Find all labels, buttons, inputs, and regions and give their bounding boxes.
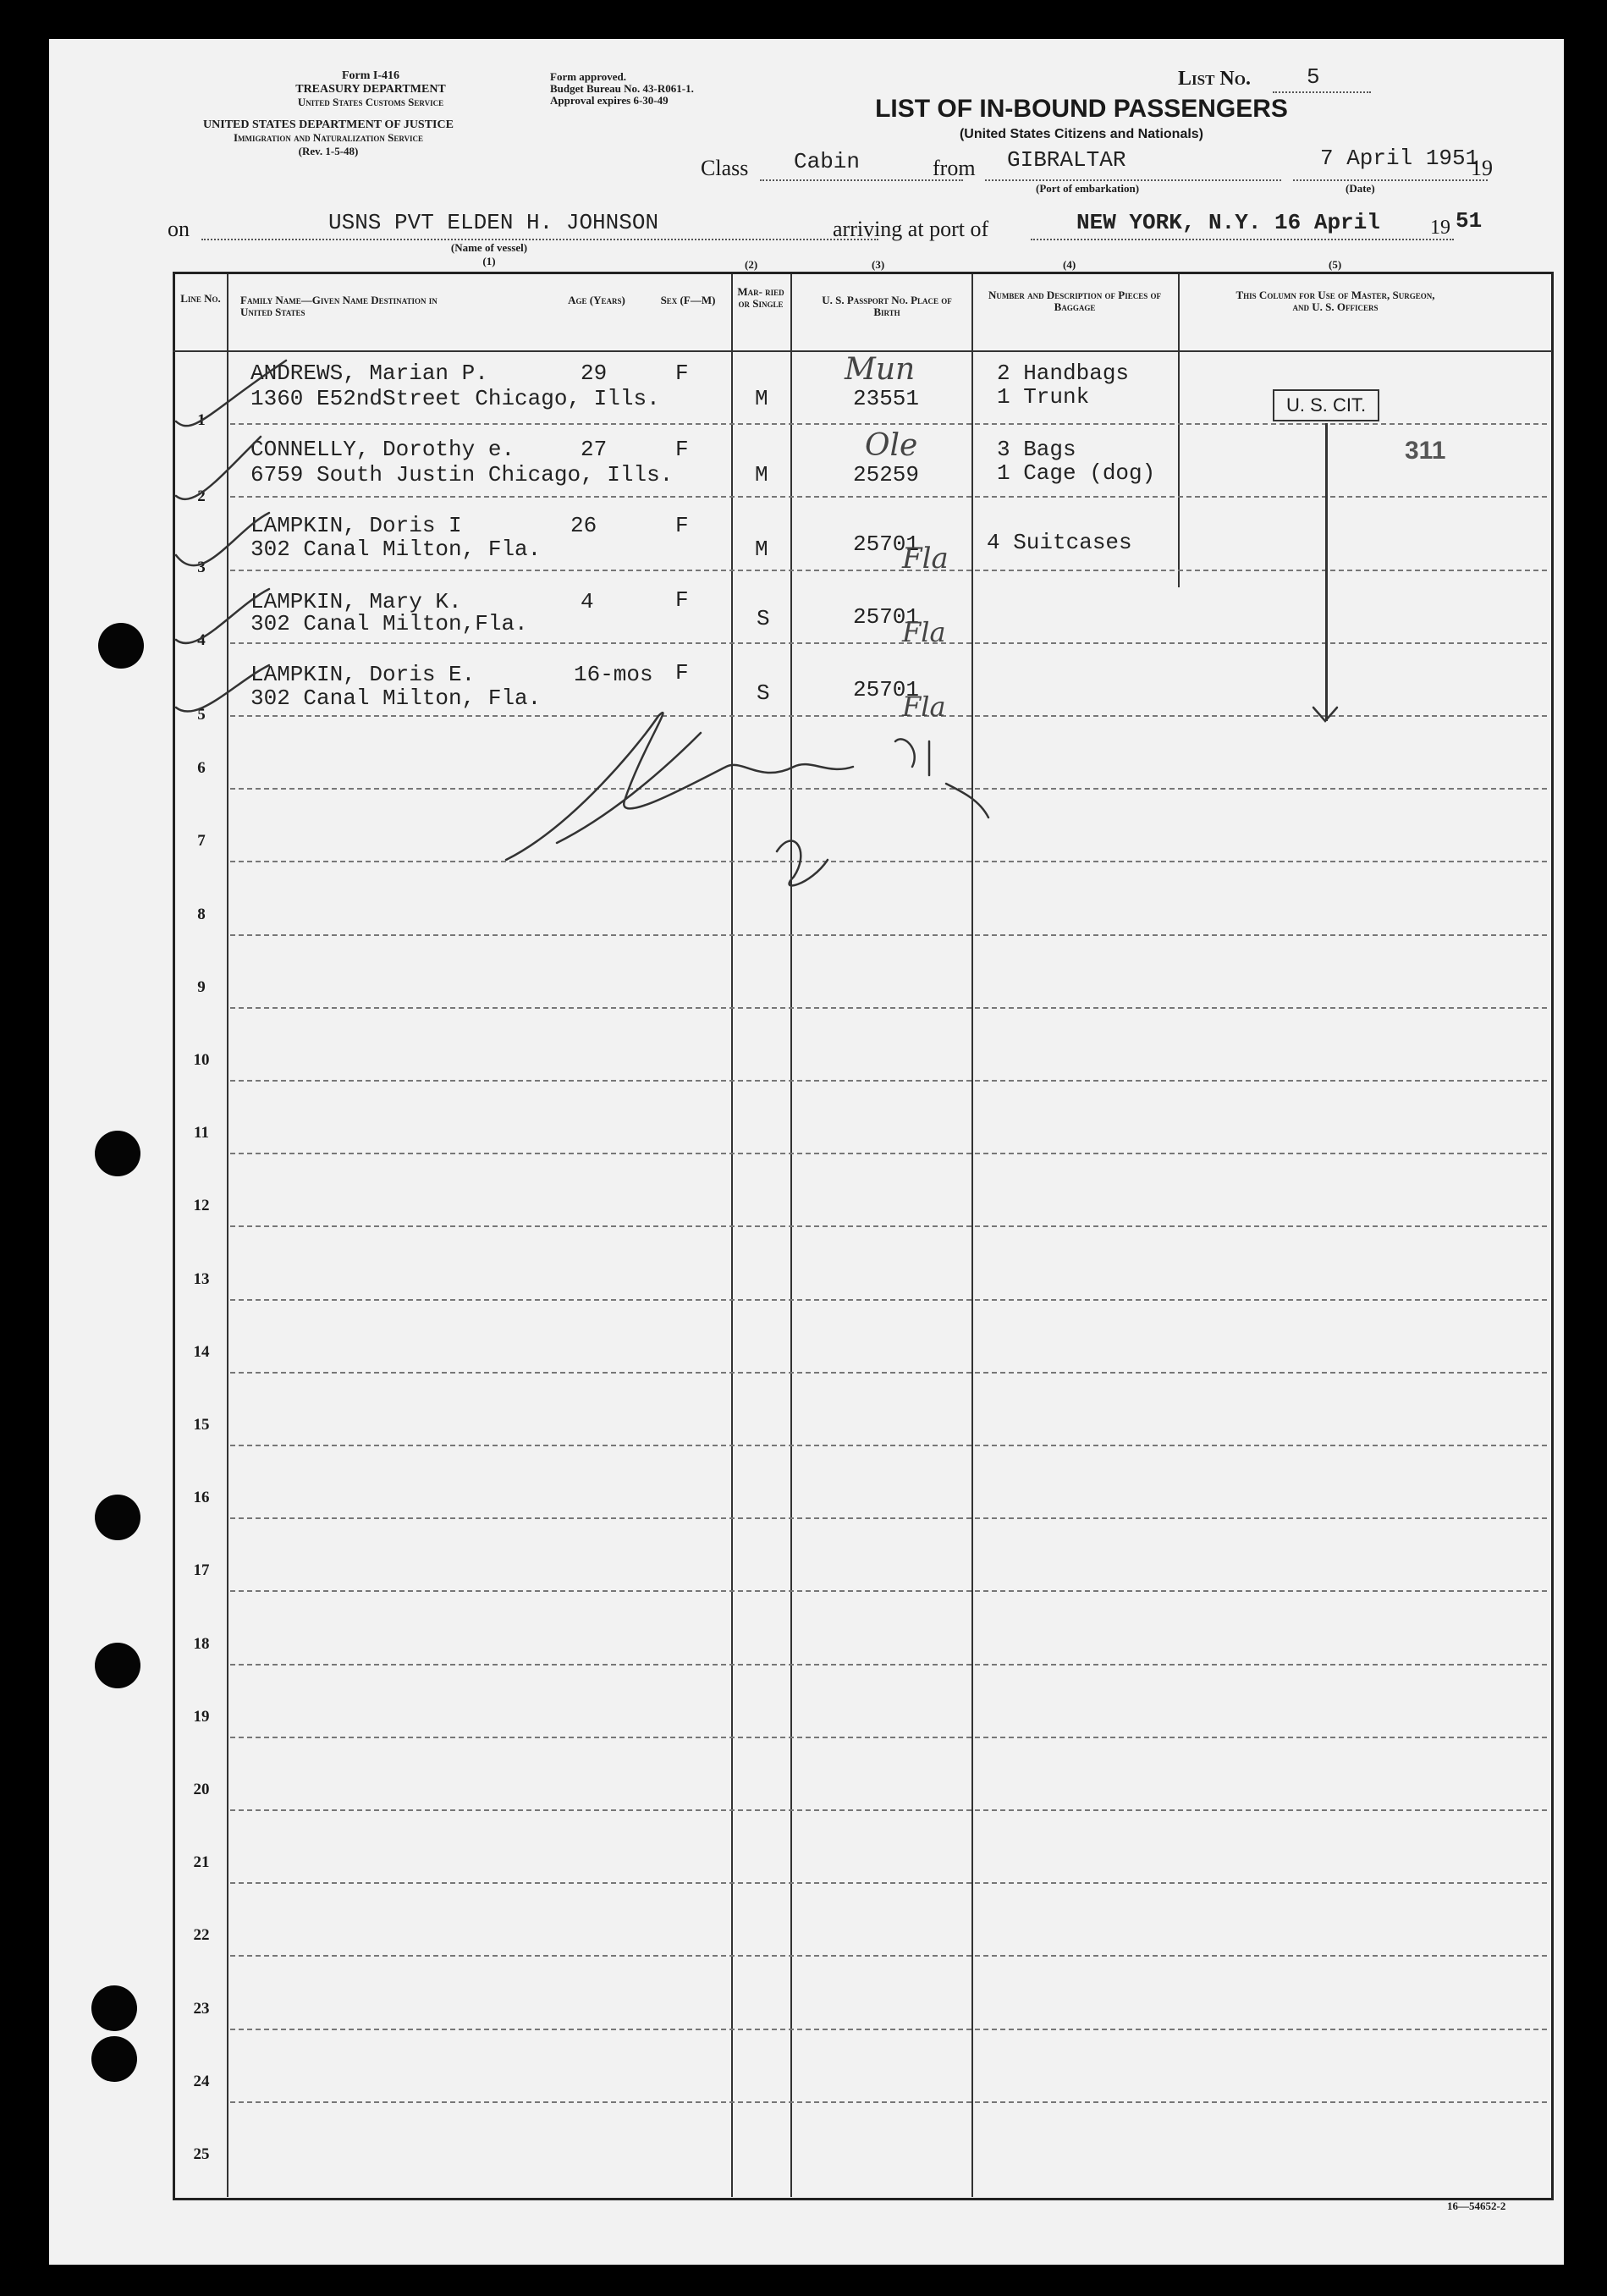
line-number: 16: [193, 1489, 210, 1507]
row-divider: [230, 1955, 1547, 1957]
row-divider: [230, 1372, 1547, 1374]
birthplace-handwritten: Fla: [902, 691, 946, 723]
baggage-line-1: 3 Bags: [997, 437, 1076, 462]
passenger-age: 4: [581, 589, 594, 614]
check-mark: [176, 361, 286, 426]
manifest-page: [49, 39, 1564, 2265]
class-value: Cabin: [794, 149, 861, 174]
form-approved: Form approved.: [550, 70, 627, 83]
line-number: 24: [193, 2072, 210, 2090]
punch-hole: [95, 1495, 140, 1540]
header-age: Age (Years): [568, 294, 625, 306]
header-name: Family Name—Given Name Destination in United States: [240, 294, 438, 318]
revision: (Rev. 1-5-48): [298, 145, 359, 157]
passenger-marital: M: [755, 537, 768, 562]
line-number: 15: [193, 1416, 210, 1434]
list-number-value: 5: [1307, 64, 1320, 90]
row-divider: [230, 1664, 1547, 1666]
passenger-name: LAMPKIN, Doris E.: [250, 662, 476, 687]
row-divider: [230, 1225, 1547, 1227]
header-line-no: Line No.: [180, 292, 221, 305]
row-divider: [230, 1737, 1547, 1738]
line-number: 23: [193, 1999, 210, 2018]
line-number: 22: [193, 1926, 210, 1945]
line-number: 12: [193, 1197, 210, 1215]
passenger-name: CONNELLY, Dorothy e.: [250, 437, 515, 462]
check-mark: [176, 665, 269, 712]
port-embarkation-value: GIBRALTAR: [1007, 147, 1126, 173]
class-label: Class: [701, 156, 749, 180]
passenger-sex: F: [675, 587, 689, 613]
column-number-4: (4): [1063, 258, 1076, 271]
punch-hole: [91, 2036, 137, 2082]
row-divider: [230, 1080, 1547, 1082]
passenger-age: 16-mos: [574, 662, 653, 687]
header-married: Mar- ried or Single: [737, 285, 784, 310]
birthplace-handwritten: Ole: [865, 428, 918, 463]
treasury-department: TREASURY DEPARTMENT: [295, 83, 446, 96]
arrival-19: 19: [1430, 217, 1450, 239]
line-number: 13: [193, 1269, 210, 1288]
form-number: Form I-416: [341, 69, 400, 82]
customs-service: United States Customs Service: [297, 96, 444, 108]
initials: [895, 739, 988, 818]
passenger-address: 302 Canal Milton,Fla.: [250, 611, 528, 636]
passenger-sex: F: [675, 660, 689, 685]
vessel-colnum: (1): [482, 255, 496, 267]
baggage-line-1: 2 Handbags: [997, 361, 1130, 386]
passenger-sex: F: [675, 513, 689, 538]
arrival-year: 51: [1456, 208, 1483, 234]
stamp-number: 311: [1405, 437, 1446, 465]
list-number-label: List No.: [1178, 68, 1251, 90]
row-divider: [230, 2029, 1547, 2030]
check-mark: [176, 437, 261, 499]
passenger-address: 302 Canal Milton, Fla.: [250, 537, 542, 562]
page-subtitle: (United States Citizens and Nationals): [959, 127, 1204, 141]
birthplace-handwritten: Fla: [902, 616, 946, 648]
line-number: 10: [193, 1051, 210, 1069]
baggage-line-1: 4 Suitcases: [987, 530, 1132, 555]
passport-number: 25701: [853, 604, 920, 630]
passenger-marital: M: [755, 462, 768, 487]
check-mark: [176, 513, 269, 565]
on-label: on: [168, 217, 190, 241]
passenger-age: 27: [581, 437, 608, 462]
bracket-arrow: [1313, 708, 1337, 721]
line-number: 9: [197, 977, 206, 996]
row-divider: [230, 1153, 1547, 1154]
row-divider: [230, 1007, 1547, 1009]
passenger-marital: S: [757, 606, 770, 631]
row-divider: [230, 1517, 1547, 1519]
header-sex: Sex (F—M): [660, 294, 716, 306]
check-mark: [176, 589, 269, 643]
line-number: 5: [197, 706, 206, 724]
column-number-2: (2): [745, 258, 758, 271]
header-baggage: Number and Description of Pieces of Baggage: [988, 289, 1161, 313]
punch-hole: [91, 1985, 137, 2031]
row-divider: [230, 1882, 1547, 1884]
line-number: 18: [193, 1634, 210, 1653]
column-number-3: (3): [872, 258, 885, 271]
line-number: 20: [193, 1781, 210, 1798]
page-title: LIST OF IN-BOUND PASSENGERS: [875, 95, 1288, 123]
line-number: 7: [197, 832, 206, 851]
passenger-address: 6759 South Justin Chicago, Ills.: [250, 462, 674, 487]
punch-hole: [95, 1131, 140, 1176]
immigration-service: Immigration and Naturalization Service: [233, 131, 424, 144]
line-number: 1: [197, 411, 206, 429]
us-citizen-stamp: U. S. CIT.: [1273, 389, 1379, 421]
passenger-sex: F: [675, 361, 689, 386]
line-number: 2: [197, 487, 206, 505]
baggage-line-2: 1 Trunk: [997, 384, 1090, 410]
passenger-address: 1360 E52ndStreet Chicago, Ills.: [250, 386, 660, 411]
approval-expires: Approval expires 6-30-49: [550, 94, 669, 107]
row-divider: [230, 2101, 1547, 2103]
baggage-line-2: 1 Cage (dog): [997, 460, 1156, 486]
row-divider: [230, 1590, 1547, 1592]
line-number: 17: [193, 1561, 210, 1580]
line-number: 14: [193, 1342, 210, 1361]
row-divider: [230, 1809, 1547, 1811]
signature: [506, 713, 853, 860]
column-number-5: (5): [1329, 258, 1342, 271]
line-number: 8: [197, 905, 206, 923]
form-code: 16—54652-2: [1447, 2200, 1506, 2212]
vessel-caption: (Name of vessel): [450, 241, 528, 254]
port-embarkation-caption: (Port of embarkation): [1036, 182, 1140, 195]
birthplace-handwritten: Fla: [902, 542, 949, 575]
embark-date-19: 19: [1471, 156, 1493, 180]
line-number: 3: [197, 559, 206, 576]
passenger-sex: F: [675, 437, 689, 462]
birthplace-handwritten: Mun: [845, 352, 916, 387]
passport-number: 25701: [853, 677, 920, 702]
initials: [777, 841, 828, 886]
embark-date-value: 7 April 1951: [1320, 146, 1479, 171]
passenger-age: 29: [581, 361, 608, 386]
department-of-justice: UNITED STATES DEPARTMENT OF JUSTICE: [203, 118, 454, 131]
passenger-marital: S: [757, 680, 770, 706]
line-number: 4: [197, 631, 206, 649]
header-passport: U. S. Passport No. Place of Birth: [822, 294, 952, 318]
punch-hole: [95, 1643, 140, 1688]
date-caption: (Date): [1346, 182, 1375, 195]
passenger-name: ANDREWS, Marian P.: [250, 361, 488, 386]
line-number: 19: [193, 1707, 210, 1726]
budget-bureau: Budget Bureau No. 43-R061-1.: [550, 82, 694, 95]
header-officers: This Column for Use of Master, Surgeon, and U. S. Officers: [1236, 289, 1435, 313]
passenger-name: LAMPKIN, Doris I: [250, 513, 462, 538]
passport-number: 25701: [853, 531, 920, 557]
line-number: 25: [193, 2145, 210, 2163]
arrival-port: NEW YORK, N.Y. 16 April: [1076, 210, 1380, 235]
passport-number: 25259: [853, 462, 920, 487]
passport-number: 23551: [853, 386, 920, 411]
line-number: 6: [197, 759, 206, 778]
vessel-name: USNS PVT ELDEN H. JOHNSON: [328, 210, 659, 235]
passenger-age: 26: [570, 513, 597, 538]
passenger-marital: M: [755, 386, 768, 411]
passenger-name: LAMPKIN, Mary K.: [250, 589, 462, 614]
row-divider: [230, 1299, 1547, 1301]
arriving-label: arriving at port of: [833, 217, 989, 241]
from-label: from: [933, 156, 976, 180]
passenger-address: 302 Canal Milton, Fla.: [250, 685, 542, 711]
row-divider: [230, 1445, 1547, 1446]
handwritten-marks: [49, 39, 1564, 970]
line-number: 21: [193, 1853, 210, 1872]
line-number: 11: [194, 1124, 209, 1142]
